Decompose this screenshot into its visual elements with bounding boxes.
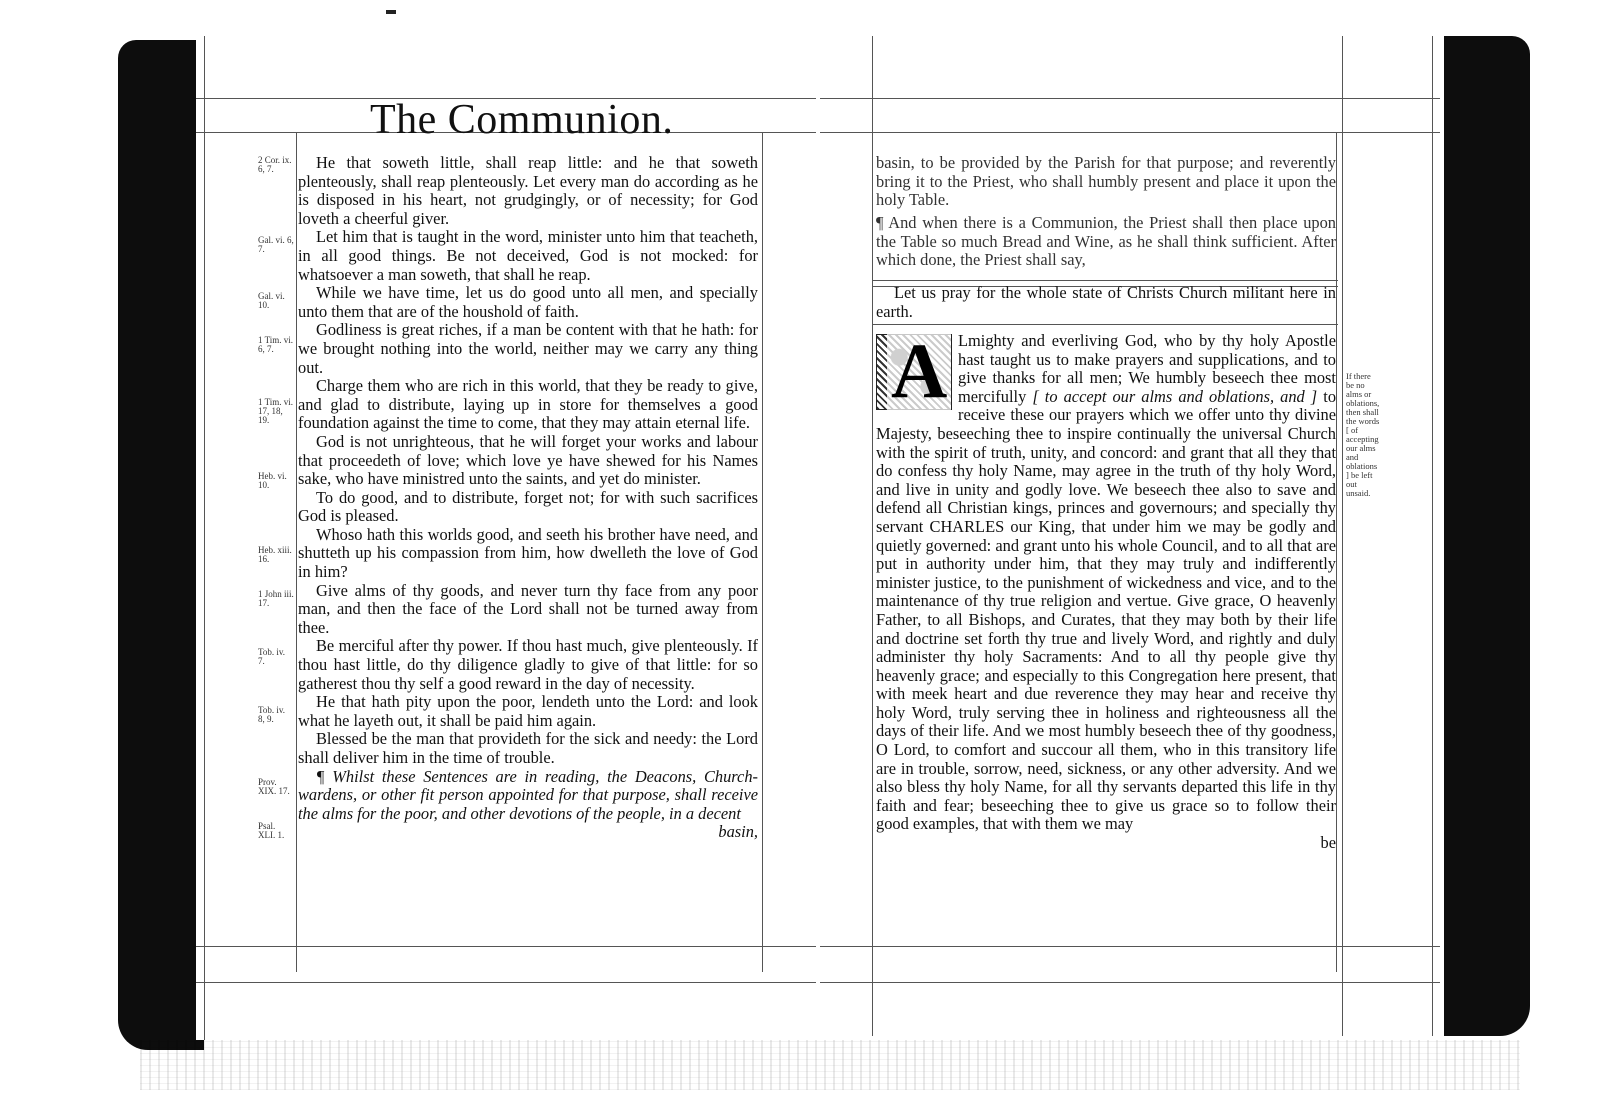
rule: [1432, 36, 1433, 1036]
catchword: be: [1320, 833, 1336, 853]
sentence: He that hath pity upon the poor, lendeth unto the Lord: and look what he layeth out, it shall be paid him again.: [298, 692, 758, 730]
margin-note: If there be no alms or oblations, then shall the words [ of accepting our alms and oblations ] be left out unsaid.: [1346, 371, 1380, 498]
sentence: While we have time, let us do good unto all men, and specially unto them that are of the houshold of faith.: [298, 283, 758, 321]
rule: [820, 946, 1440, 947]
offertory-sentences: [298, 154, 758, 842]
rule: [762, 132, 763, 972]
initial-letter: A: [887, 329, 951, 413]
margin-ref: 1 Tim. vi. 6, 7.: [258, 335, 294, 354]
rule: [196, 946, 816, 947]
scan-noise: [140, 1040, 1520, 1090]
page-title: The Communion.: [370, 97, 674, 143]
rule: [820, 132, 1440, 133]
margin-ref: 1 John iii. 17.: [258, 589, 294, 608]
sentence: Let him that is taught in the word, minister unto him that teacheth, in all good things. Be not deceived, God is not mocked: for whatsoever a man soweth, that shall he reap.: [298, 227, 758, 284]
bidding-text: Let us pray for the whole state of Christs Church militant here in earth.: [876, 283, 1336, 321]
rule: [1342, 36, 1343, 1036]
prayer-text: to receive these our prayers which we offer unto thy divine Majesty, beseeching thee to inspire continually the universal Church with the spirit of truth, unity, and concord: and grant that all they that do confess thy holy Name, may agree in the truth of thy holy Word, and live in unity and godly love. We beseech thee also to save and defend all Christian kings, princes and governours; and specially thy servant CHARLES our King, that under him we may be godly and quietly governed: and grant unto his whole Council, and to all that are put in authority under him, that they may truly and indifferently minister justice, to the punishment of wickedness and vice, and to the maintenance of thy true religion and vertue. Give grace, O heavenly Father, to all Bishops, and Curates, that they may both by their life and doctrine set forth thy true and lively Word, and rightly and duly administer thy holy Sacraments: And to all thy people give thy heavenly grace; and especially to this Congregation here present, that with meek heart and due reverence they may hear and receive thy holy Word, truly serving thee in holiness and righteousness all the days of their life. And we most humbly beseech thee of thy goodness, O Lord, to comfort and succour all them, who in this transitory life are in trouble, sorrow, need, sickness, or any other adversity. And we also bless thy holy Name, for all thy servants departed this life in thy faith and fear; beseeching thee to give us grace so to follow their good examples, that with them we may: [876, 386, 1337, 834]
margin-ref: Tob. iv. 7.: [258, 647, 286, 666]
rule: [820, 982, 1440, 983]
rule: [204, 36, 205, 1040]
margin-ref: Gal. vi. 10.: [258, 291, 285, 310]
sentence: He that soweth little, shall reap little: and he that soweth plenteously, shall reap plenteously. Let every man do according as he is disposed in his heart, not grudgingly, or of necessity; for God loveth a cheerful giver.: [298, 153, 758, 228]
prayer-text: Lmighty and everliving God, who by thy holy Apostle hast taught us to make prayers and supplications, and to give thanks for all men; We humbly beseech thee most mercifully: [958, 331, 1336, 406]
catchword: basin,: [718, 822, 758, 842]
rule: [820, 98, 1440, 99]
rubric-communion: ¶ And when there is a Communion, the Priest shall then place upon the Table so much Bread and Wine, as he shall think sufficient. After which done, the Priest shall say,: [876, 213, 1336, 270]
margin-ref: Heb. vi. 10.: [258, 471, 287, 490]
scan-speck: [386, 10, 396, 14]
sentence: Charge them who are rich in this world, that they be ready to give, and glad to distribute, laying up in store for themselves a good foundation against the time to come, that they may attain eternal life.: [298, 376, 758, 433]
margin-ref: 2 Cor. ix. 6, 7.: [258, 155, 292, 174]
right-binding-edge: [1444, 36, 1530, 1036]
sentence: Be merciful after thy power. If thou hast much, give plenteously. If thou hast little, do thy diligence gladly to give of that little: for so gatherest thou thy self a good reward in the day of necessity.: [298, 636, 758, 693]
sentence: To do good, and to distribute, forget not; for with such sacrifices God is pleased.: [298, 487, 758, 526]
rule: [296, 132, 297, 972]
margin-ref: Gal. vi. 6, 7.: [258, 235, 294, 254]
rubric-continued: basin, to be provided by the Parish for that purpose; and reverently bring it to the Priest, who shall humbly present and place it upon the holy Table.: [876, 153, 1336, 210]
sentence: God is not unrighteous, that he will forget your works and labour that proceedeth of love; which love ye have shewed for his Names sake, who have ministred unto the saints, and yet do minister.: [298, 431, 758, 489]
rule: [872, 324, 1338, 325]
sentence: Whoso hath this worlds good, and seeth his brother have need, and shutteth up his compassion from him, how dwelleth the love of God in him?: [298, 524, 758, 582]
rule: [872, 280, 1338, 281]
rule: [1336, 132, 1337, 972]
margin-ref: 1 Tim. vi. 17, 18, 19.: [258, 397, 294, 425]
sentence: Blessed be the man that provideth for the sick and needy: the Lord shall deliver him in the time of trouble.: [298, 729, 758, 767]
sentence: Godliness is great riches, if a man be content with that he hath: for we brought nothing into the world, neither may we carry any thing out.: [298, 320, 758, 377]
margin-ref: Tob. iv. 8, 9.: [258, 705, 286, 724]
rule: [872, 36, 873, 1036]
margin-ref: Heb. xiii. 16.: [258, 545, 292, 564]
sentence: Give alms of thy goods, and never turn thy face from any poor man, and then the face of the Lord shall not be turned away from thee.: [298, 580, 758, 637]
left-binding-edge: [118, 40, 204, 1050]
bidding: [876, 284, 1336, 321]
margin-ref: Psal. XLI. 1.: [258, 821, 285, 840]
margin-ref: Prov. XIX. 17.: [258, 777, 290, 796]
prayer-church-militant: [876, 327, 1337, 853]
prayer-bracketed: [ to accept our alms and oblations, and ]: [1032, 386, 1318, 406]
ornamental-initial: [876, 327, 952, 414]
rule: [196, 982, 816, 983]
rubric: ¶ Whilst these Sentences are in reading, the Deacons, Church-wardens, or other fit person appointed for that purpose, shall receive the alms for the poor, and other devotions of the people, in a decent: [298, 766, 758, 823]
